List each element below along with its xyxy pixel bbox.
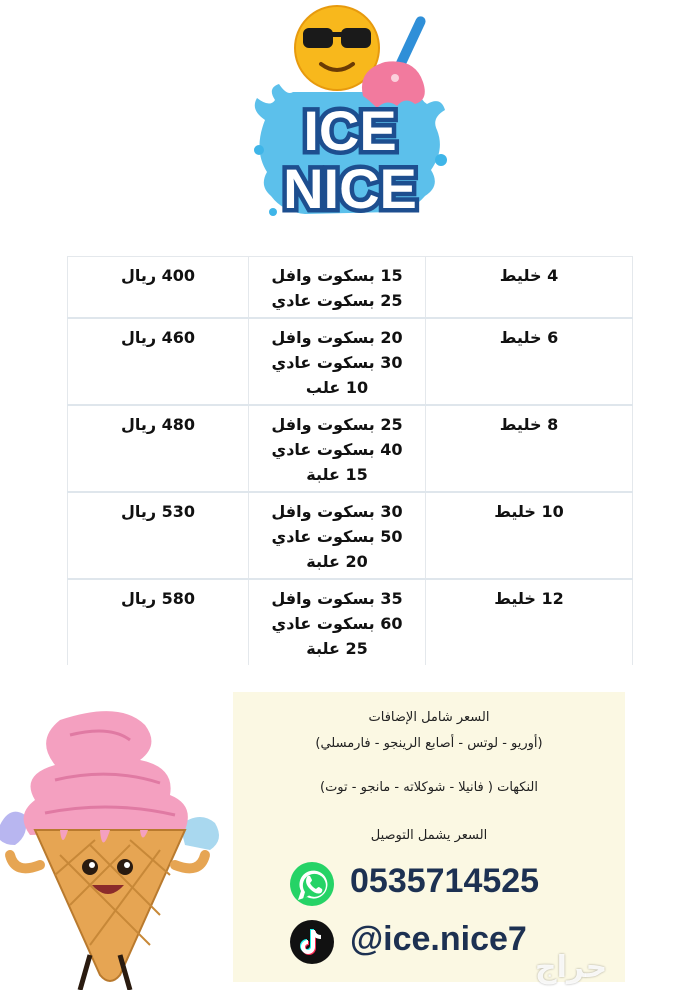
mix-count-cell: 8 خليط [426, 405, 633, 492]
item-line: 20 علبة [306, 552, 368, 571]
price-cell: 530 ريال [68, 492, 249, 579]
item-line: 40 بسكوت عادي [271, 440, 403, 459]
flavors-list: النكهات ( فانيلا - شوكلاته - مانجو - توت) [320, 780, 538, 795]
items-cell [249, 405, 426, 492]
item-line: 35 بسكوت وافل [271, 589, 403, 608]
price-cell: 580 ريال [68, 579, 249, 665]
logo-text-nice: NICE [283, 157, 417, 220]
item-line: 50 بسكوت عادي [271, 527, 403, 546]
whatsapp-icon [288, 860, 336, 908]
items-cell [249, 257, 426, 319]
item-line: 15 بسكوت وافل [271, 266, 403, 285]
table-row [68, 257, 633, 319]
ice-cream-cone-mascot-icon [0, 705, 235, 990]
price-cell: 460 ريال [68, 318, 249, 405]
items-cell [249, 318, 426, 405]
tiktok-handle: @ice.nice7 [350, 920, 527, 958]
items-cell [249, 492, 426, 579]
table-row [68, 579, 633, 665]
mix-count-cell: 12 خليط [426, 579, 633, 665]
watermark: حراج [535, 950, 608, 985]
item-line: 30 بسكوت وافل [271, 502, 403, 521]
tiktok-icon [288, 918, 336, 966]
price-table [67, 256, 633, 665]
table-row [68, 405, 633, 492]
mix-count-cell: 6 خليط [426, 318, 633, 405]
item-line: 30 بسكوت عادي [271, 353, 403, 372]
price-cell: 400 ريال [68, 257, 249, 319]
mix-count-cell: 4 خليط [426, 257, 633, 319]
price-cell: 480 ريال [68, 405, 249, 492]
item-line: 25 علبة [306, 639, 368, 658]
table-row [68, 318, 633, 405]
item-line: 60 بسكوت عادي [271, 614, 403, 633]
toppings-list: (أوريو - لوتس - أصابع الرينجو - فارمسلي) [315, 736, 543, 751]
item-line: 25 بسكوت وافل [271, 415, 403, 434]
info-box [233, 692, 625, 982]
ice-nice-logo [245, 0, 455, 235]
item-line: 25 بسكوت عادي [271, 291, 403, 310]
item-line: 20 بسكوت وافل [271, 328, 403, 347]
items-cell [249, 579, 426, 665]
mix-count-cell: 10 خليط [426, 492, 633, 579]
phone-number: 0535714525 [350, 862, 540, 900]
toppings-included-note: السعر شامل الإضافات [368, 710, 490, 725]
item-line: 15 علبة [306, 465, 368, 484]
item-line: 10 علب [305, 378, 369, 397]
delivery-note: السعر يشمل التوصيل [370, 828, 488, 843]
table-row [68, 492, 633, 579]
logo-text-ice: ICE [303, 99, 397, 162]
